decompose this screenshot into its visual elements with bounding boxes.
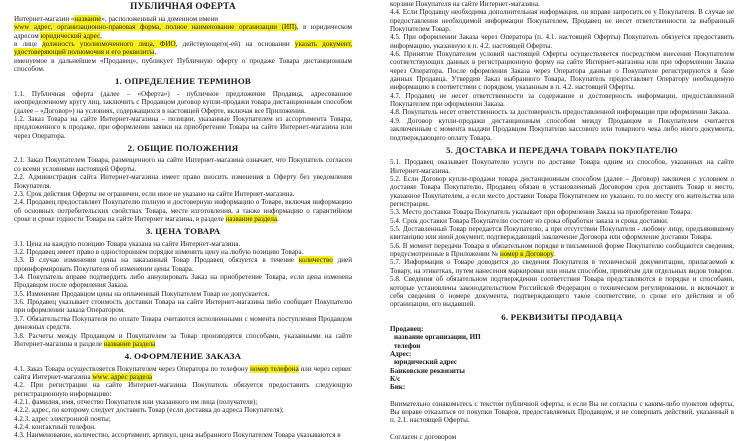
paragraph <box>14 156 352 173</box>
text-run: 4.6. Принятие Покупателем условий настоящей Оферты осуществляется посредством внесения Покупателем соответствующих данных в регистрационную форму на сайте Интернет-магазина или при оформлении Заказа через Оператора. После оформления Заказа через Оператора данные о Покупателе регистрируются в базе данных Продавца. Утвердив Заказ выбранного Товара, Покупатель предоставляет Оператору необходимую информацию в соответствии с порядком, указанным в п. 4.2. настоящей Оферты. <box>390 50 734 92</box>
text-run: 4.2.1. фамилия, имя, отчество Покупателя или указанного им лица (получателя); <box>14 398 258 407</box>
text-run: 3.3. В случае изменения цены на заказанный Товар Продавец обязуется в течение <box>14 256 299 265</box>
text-run: 5.8. Сведения об обязательном подтверждении соответствия Товара представляются в порядке и способами, которые установлены законодательством Российской Федерации о техническом регулировании, и включают в себя сведения о номере документа, подтверждающего такое соответствие, о сроке его действия и об организации, его выдавшей. <box>390 275 734 309</box>
text-run: Интернет-магазин « <box>14 15 75 23</box>
section-heading: 3. ЦЕНА ТОВАРА <box>145 226 221 237</box>
text-run: корзине Покупателя на сайте Интернет-магазина. <box>390 0 540 8</box>
text-run: 2.4. Продавец предоставляет Покупателю полную и достоверную информацию о Товаре, включая информацию об основных потребительских свойствах Товара, месте изготовления, а также информацию о гарантийном сроке и сроке годности Товара на сайте Интернет магазина, в разделе <box>14 198 352 223</box>
paragraph <box>14 315 352 332</box>
paragraph <box>390 158 734 175</box>
spacer <box>390 425 734 433</box>
requisite-line: Адрес: <box>390 350 412 359</box>
text-run: 2.1. Заказ Покупателем Товара, размещенного на сайте Интернет-магазина означает, что Покупатель согласен со всеми условиями настоящей Оферты. <box>14 156 352 173</box>
text-run: 1.1. Публичная оферта (далее – «Оферта») - публичное предложение Продавца, адресованное неопределенному кругу лиц, заключить с Продавцом договор купли-продажи товара дистанционным способом (далее – «Договор») на условиях, содержащихся в настоящей Оферте, включая все Приложения. <box>14 89 352 115</box>
left-column <box>14 0 352 440</box>
paragraph <box>14 406 352 414</box>
text-run: 4.3. Наименование, количество, ассортимент, артикул, цена выбранного Покупателем Товара указываются в <box>14 431 341 440</box>
closing-note: Внимательно ознакомьтесь с текстом публичной оферты, и если Вы не согласны с каким-либо пунктом оферты, Вы вправе отказаться от покупки Товаров, предоставляемых Продавцом, и не совершать действий, указанный в п. 2.1. настоящей Оферты. <box>390 399 734 425</box>
paragraph <box>390 8 734 33</box>
text-run: 5.1. Продавец оказывает Покупателю услуги по доставке Товара одним из способов, указанных на сайте Интернет-магазина. <box>390 158 734 175</box>
paragraph <box>390 217 734 225</box>
text-run: 4.7. Продавец не несет ответственности за содержание и достоверность информации, предоставленной Покупателем при оформлении Заказа. <box>390 91 734 109</box>
right-column <box>390 0 734 441</box>
paragraph <box>14 273 352 290</box>
text-run: 5.2. Если Договор купли-продажи товара дистанционным способом (далее – Договор) заключен с условием о доставке Товара Покупателю, Продавец обязан в установленный Договором срок доставить Товар в место, указанное Покупателем, а если место доставки Товара Покупателем не указано, то по месту его жительства или регистрации. <box>390 175 734 209</box>
paragraph <box>390 92 734 109</box>
text-run: 3.6. Продавец указывает стоимость доставки Товара на сайте Интернет-магазина либо сообщает Покупателю при оформлении заказа Оператором. <box>14 298 352 315</box>
highlighted-placeholder: юридический адрес <box>40 31 101 40</box>
paragraph <box>14 173 352 190</box>
text-run: 5.6. В момент передачи Товара в обязательном порядке в письменной форме Покупателю сообщаются сведения, предусмотренные в Приложении № <box>390 241 734 259</box>
continued-section-4 <box>390 0 734 142</box>
paragraph <box>14 190 352 198</box>
paragraph <box>14 398 352 406</box>
requisite-line: Бик: <box>390 383 406 392</box>
text-run: 2.2. Администрация сайта Интернет-магазина имеет право вносить изменения в Оферту без уведомления Покупателя. <box>14 173 352 190</box>
section-heading: 6. РЕКВИЗИТЫ ПРОДАВЦА <box>501 311 623 322</box>
requisite-line: К/с <box>390 375 401 384</box>
highlighted-placeholder: указать документ, удостоверяющий полномочия и его реквизиты <box>14 40 353 57</box>
paragraph <box>390 208 734 216</box>
paragraph <box>14 248 352 256</box>
highlighted-placeholder: название <box>74 15 102 23</box>
text-run: 3.1. Цена на каждую позицию Товара указана на сайте Интернет-магазина. <box>14 239 241 248</box>
paragraph <box>14 15 352 23</box>
requisite-line: телефон <box>394 341 421 350</box>
intro-block <box>14 15 352 73</box>
document-title: ПУБЛИЧНАЯ ОФЕРТА <box>130 1 236 11</box>
paragraph <box>390 275 734 308</box>
text-run: в лице <box>14 40 43 49</box>
paragraph <box>14 90 352 115</box>
text-run: 1.2. Заказ Товара на сайте Интернет-магазина – позиции, указанные Покупателем из ассортимента Товара, предложенного к продаже, при оформлении заявки на приобретение Товара на сайте Интернет-магазина или через Оператора. <box>14 114 352 140</box>
highlighted-placeholder: название раздела <box>103 339 156 348</box>
paragraph <box>390 117 734 142</box>
text-run: . <box>277 214 279 223</box>
paragraph <box>14 298 352 315</box>
requisite-line: юридический адрес <box>394 358 458 367</box>
section-heading: 5. ДОСТАВКА И ПЕРЕДАЧА ТОВАРА ПОКУПАТЕЛЮ <box>446 144 678 155</box>
text-run: 3.5. Изменение Продавцом цены на оплаченный Покупателем Товар не допускается. <box>14 289 270 298</box>
requisite-line: название организации, ИП <box>394 333 481 342</box>
text-run: », расположенный на доменном имени <box>101 15 219 23</box>
text-run: , в юридическом адресом <box>14 23 352 40</box>
text-run: 3.2. Продавец имеет право в одностороннем порядке изменить цену на любую позицию Товара. <box>14 248 304 257</box>
paragraph <box>14 332 352 349</box>
paragraph <box>390 33 734 50</box>
paragraph <box>14 415 352 423</box>
text-run: 5.7. Информация о Товаре доводится до сведения Покупателя в технической документации, прилагаемой к Товару, на этикетках, путем нанесения маркировки или иным способом, принятым для отдельных видов товаров. <box>390 258 734 275</box>
seller-requisites <box>390 325 734 392</box>
paragraph <box>14 57 352 74</box>
paragraph <box>14 431 352 439</box>
paragraph <box>14 290 352 298</box>
text-run: 4.9. Договор купли-продажи дистанционным способом между Продавцом и Покупателем считается заключенным с момента выдачи Продавцом Покупателю кассового или товарного чека либо иного документа, подтверждающего оплату Товара. <box>390 116 734 142</box>
paragraph <box>14 423 352 431</box>
text-run: 5.3. Место доставки Товара Покупатель указывает при оформлении Заказа на приобретение Товара. <box>390 208 692 217</box>
highlighted-placeholder: название раздела <box>225 214 278 223</box>
text-run: , действующего(-ей) на основании <box>175 40 295 49</box>
sections-right <box>390 145 734 322</box>
text-run: 4.4. Если Продавцу необходима дополнительная информация, он вправе запросить ее у Покупателя. В случае не предоставления необходимой информации Покупателем, Продавец не несет ответственности за выбранный Покупателем Товар. <box>390 8 734 34</box>
spacer <box>390 392 734 400</box>
section-heading: 2. ОБЩИЕ ПОЛОЖЕНИЯ <box>127 142 239 153</box>
paragraph <box>390 258 734 275</box>
text-run: , <box>154 48 157 57</box>
text-run: 3.4. Покупатель вправе подтвердить либо аннулировать Заказ на приобретение Товара, если цена изменена Продавцом после оформления Заказа. <box>14 273 352 290</box>
requisite-line: Продавец: <box>390 325 424 334</box>
paragraph <box>14 256 352 273</box>
paragraph <box>14 23 352 40</box>
text-run: 5.5. Доставленный Товар передается Покупателю, а при отсутствии Покупателя - любому лицу, предъявившему квитанцию или иной документ, подтверждающий заключение Договора или оформление доставки Товара. <box>390 225 734 242</box>
highlighted-placeholder: должность уполномоченного лица, ФИО <box>42 40 176 49</box>
paragraph <box>14 240 352 248</box>
paragraph <box>390 0 734 8</box>
paragraph <box>390 242 734 259</box>
text-run: 4.2.4. контактный телефон. <box>14 423 96 432</box>
paragraph <box>390 108 734 116</box>
section-heading: 1. ОПРЕДЕЛЕНИЕ ТЕРМИНОВ <box>115 76 251 87</box>
paragraph <box>390 225 734 242</box>
text-run: 4.2.2. адрес, по которому следует доставить Товар (если доставка до адреса Покупателя); <box>14 406 284 415</box>
highlighted-placeholder: www адрес, организационно-правовая форма, полное наименование организации (ИП) <box>14 23 297 32</box>
section-heading: 4. ОФОРМЛЕНИЕ ЗАКАЗА <box>124 351 242 362</box>
text-run: или через сервис сайта Интернет-магазина <box>14 364 352 382</box>
text-run: 5.4. Срок доставки Товара Покупателю состоит из срока обработки заказа и срока доставки. <box>390 216 669 225</box>
highlighted-placeholder: номер к Договору <box>499 250 554 259</box>
highlighted-placeholder: количество <box>298 256 333 265</box>
text-run: дней проинформировать Покупателя об изменении цены Товара. <box>14 256 352 273</box>
text-run: 3.8. Расчеты между Продавцом и Покупателем за Товар производятся способами, указанными на сайте Интернет-магазина в разделе <box>14 331 352 348</box>
text-run: 4.2. При регистрации на сайте Интернет-магазина Покупатель обязуется предоставить следующую регистрационную информацию: <box>14 381 352 398</box>
requisite-line: Банковские реквизиты <box>390 366 465 375</box>
highlighted-placeholder: номер телефона <box>250 364 299 373</box>
text-run: именуемое в дальнейшем «Продавец», публикует Публичную оферту о продаже Товара дистанционным способом. <box>14 56 352 74</box>
text-run: 4.1. Заказ Товара осуществляется Покупателем через Оператора по телефону <box>14 364 251 373</box>
paragraph <box>14 115 352 140</box>
paragraph <box>390 50 734 92</box>
paragraph <box>14 365 352 382</box>
text-run: 2.3. Срок действия Оферты не ограничен, если иное не указано на сайте Интернет-магазина. <box>14 189 295 198</box>
text-run: , <box>100 31 102 40</box>
text-run: . <box>553 250 555 259</box>
paragraph <box>14 381 352 398</box>
text-run: 4.8. Покупатель несет ответственность за достоверность предоставленной информации при оформлении Заказа. <box>390 108 731 117</box>
text-run: 4.2.3. адрес электронной почты; <box>14 414 111 423</box>
paragraph <box>14 198 352 223</box>
paragraph <box>390 175 734 208</box>
text-run: 4.5. При оформлении Заказа через Оператора (п. 4.1. настоящей Оферты) Покупатель обязуется предоставить информацию, указанную в п. 4.2. настоящей Оферты. <box>390 33 734 50</box>
sections-left <box>14 76 352 439</box>
paragraph <box>14 40 352 57</box>
highlighted-placeholder: www. адрес раздела <box>92 373 153 382</box>
text-run: 3.7. Обязательства Покупателя по оплате Товара считаются исполненными с момента поступления Продавцом денежных средств. <box>14 314 352 332</box>
agree-text: Согласен с договором <box>390 432 457 441</box>
